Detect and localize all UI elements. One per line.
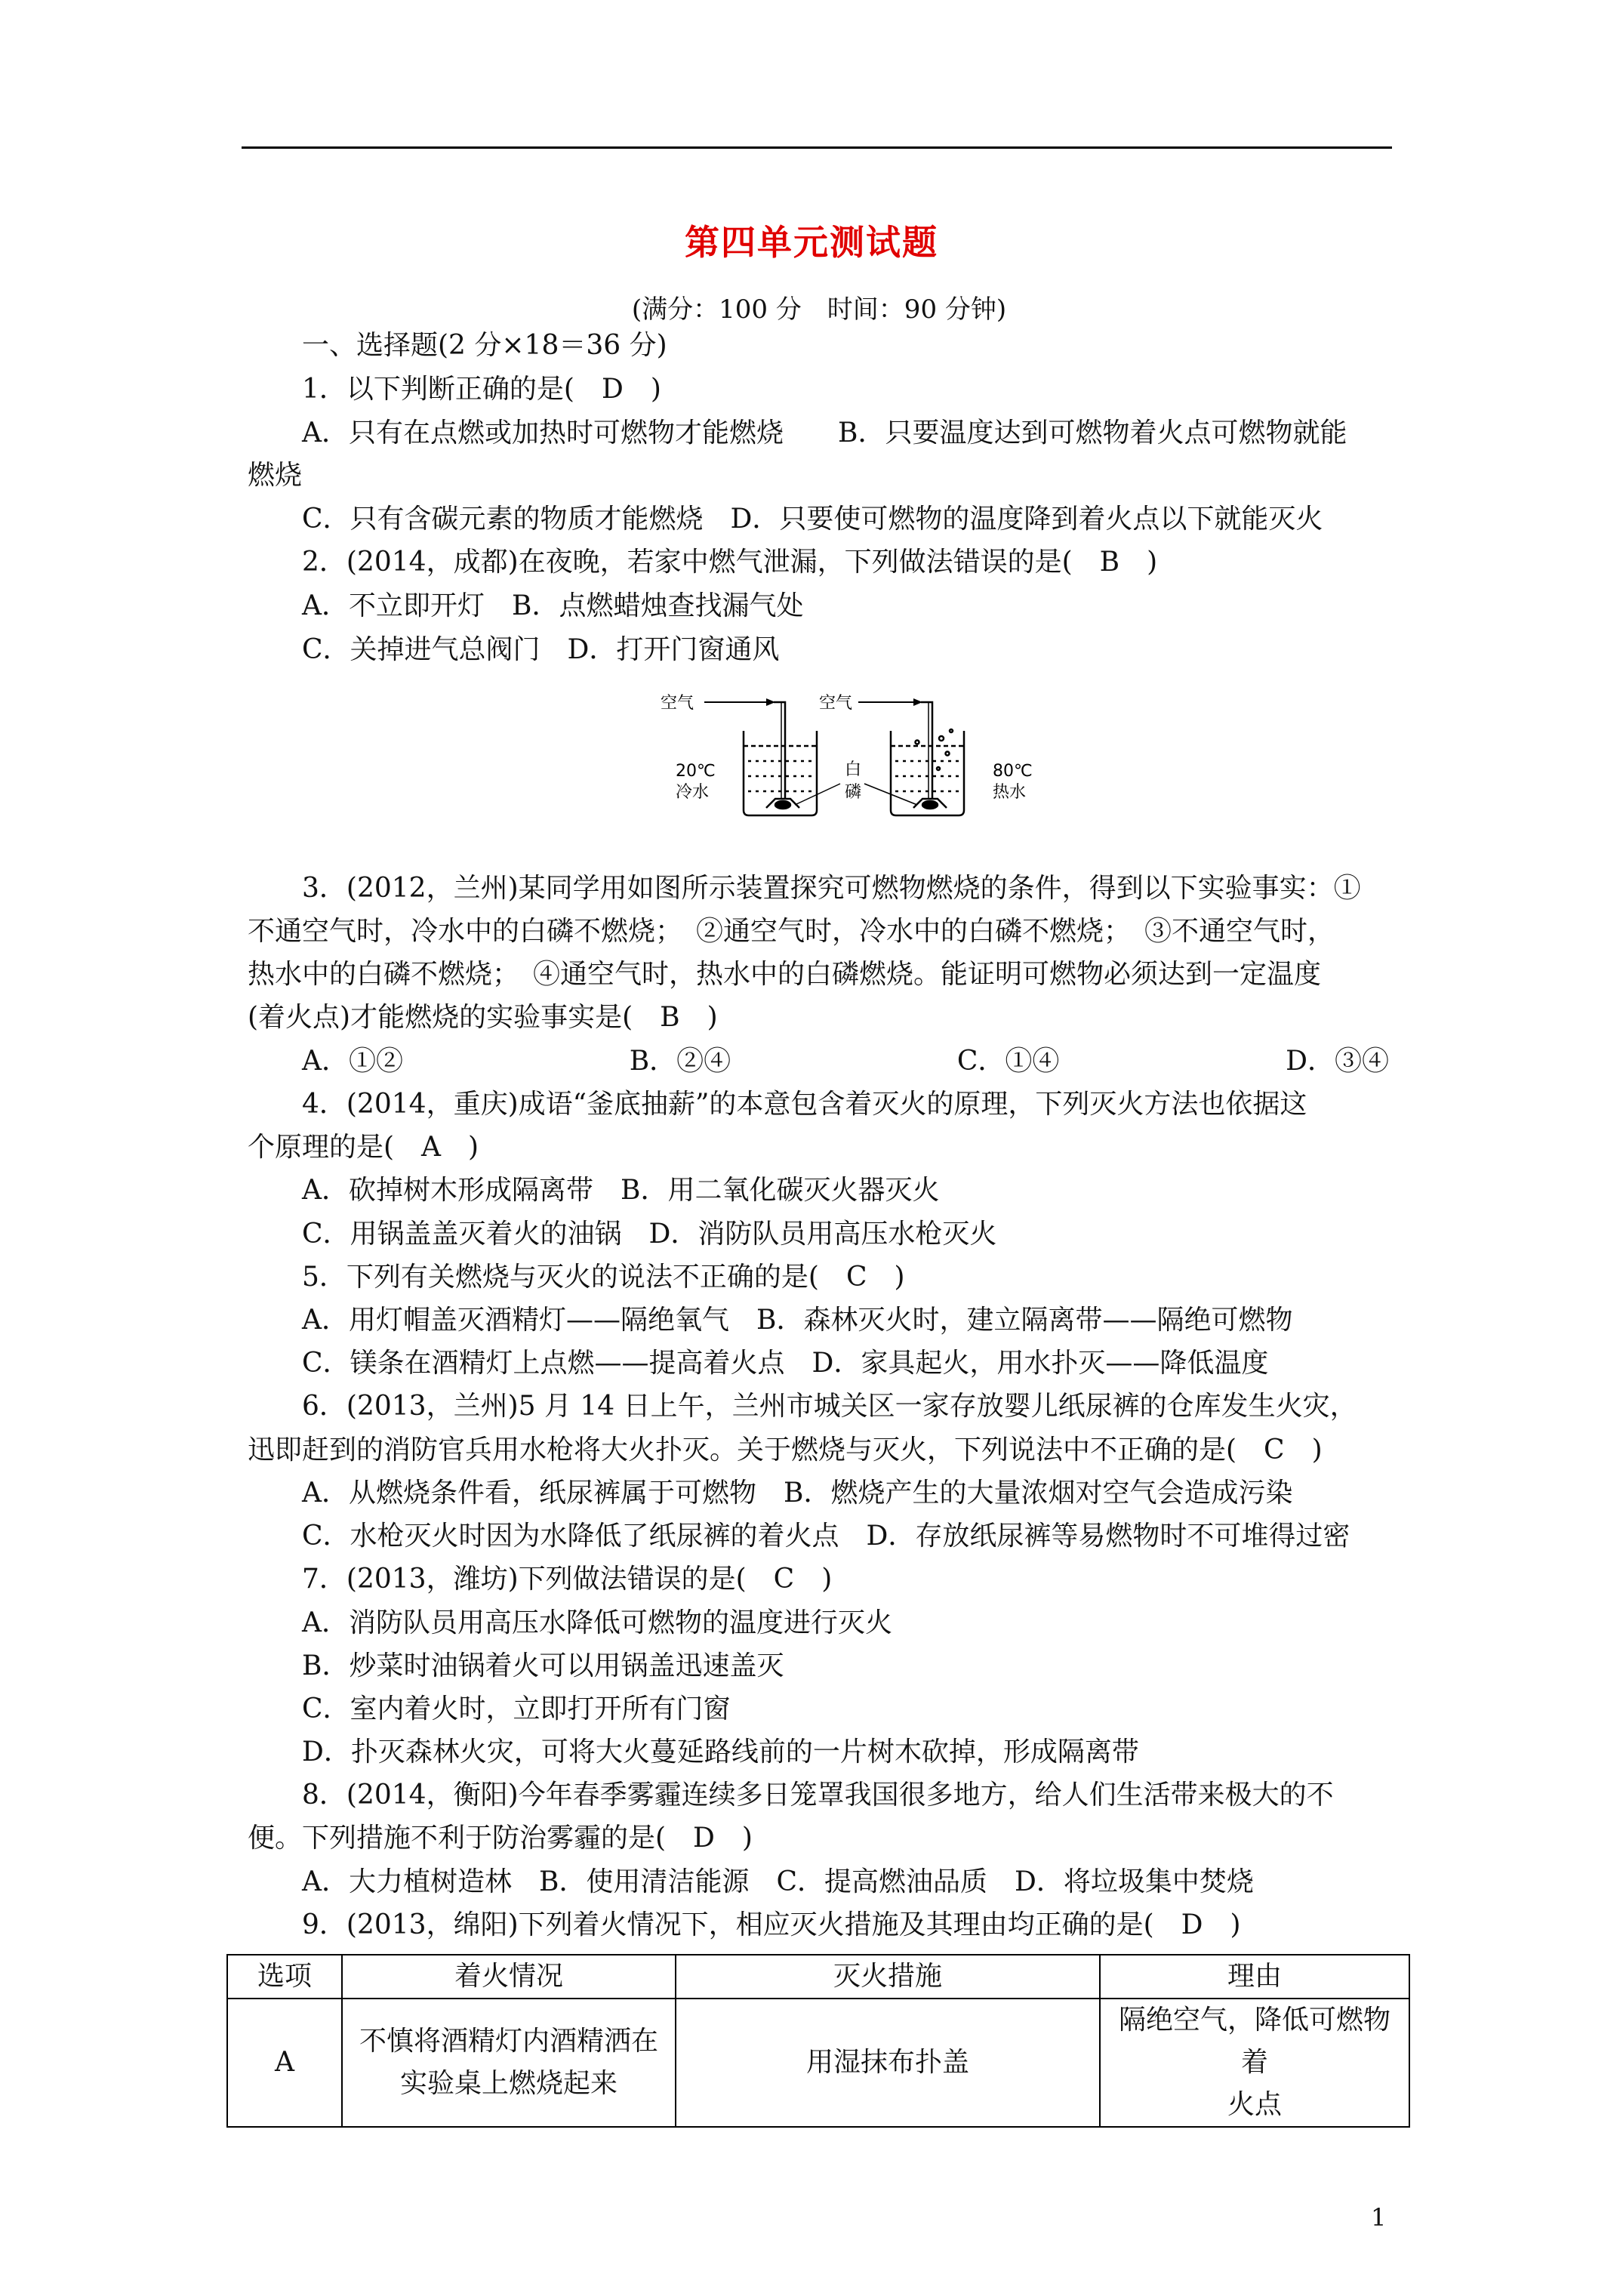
q4-stem-1: 4．(2014，重庆)成语“釜底抽薪”的本意包含着灭火的原理，下列灭火方法也依据这 bbox=[302, 1089, 1307, 1120]
row-a-reason-line2: 火点 bbox=[1227, 2089, 1282, 2120]
row-a-reason-line1: 隔绝空气，降低可燃物着 bbox=[1118, 2005, 1390, 2078]
table-row bbox=[227, 1999, 1409, 2127]
page-title: 第四单元测试题 bbox=[685, 222, 938, 263]
q8-stem-2: 便。下列措施不利于防治雾霾的是( D ) bbox=[248, 1823, 753, 1854]
col-reason: 理由 bbox=[1100, 1955, 1409, 1999]
phosphorus-label-2: 磷 bbox=[845, 783, 862, 802]
q5-stem: 5．下列有关燃烧与灭火的说法不正确的是( C ) bbox=[302, 1262, 905, 1293]
q6-stem-1: 6．(2013，兰州)5 月 14 日上午，兰州市城关区一家存放婴儿纸尿裤的仓库发生火灾， bbox=[302, 1391, 1357, 1422]
q2-options-ab: A．不立即开灯 B．点燃蜡烛查找漏气处 bbox=[302, 590, 804, 621]
q2-options-cd: C．关掉进气总阀门 D．打开门窗通风 bbox=[302, 634, 780, 665]
col-measure: 灭火措施 bbox=[676, 1955, 1100, 1999]
row-a-situation-line2: 实验桌上燃烧起来 bbox=[399, 2068, 617, 2099]
q8-stem-1: 8．(2014，衡阳)今年春季雾霾连续多日笼罩我国很多地方，给人们生活带来极大的不 bbox=[302, 1780, 1334, 1811]
table-header-row bbox=[227, 1955, 1409, 1999]
q3-stem-3: 热水中的白磷不燃烧； ④通空气时，热水中的白磷燃烧。能证明可燃物必须达到一定温度 bbox=[248, 959, 1322, 990]
col-situation: 着火情况 bbox=[342, 1955, 676, 1999]
q9-stem: 9．(2013，绵阳)下列着火情况下，相应灭火措施及其理由均正确的是( D ) bbox=[302, 1909, 1241, 1940]
q3-stem-2: 不通空气时，冷水中的白磷不燃烧； ②通空气时，冷水中的白磷不燃烧； ③不通空气时， bbox=[248, 916, 1335, 947]
section-heading: 一、选择题(2 分×18＝36 分) bbox=[302, 330, 667, 361]
row-a-situation bbox=[342, 1999, 676, 2127]
q6-options-cd: C．水枪灭火时因为水降低了纸尿裤的着火点 D．存放纸尿裤等易燃物时不可堆得过密 bbox=[302, 1521, 1350, 1552]
left-air-label: 空气 bbox=[661, 694, 694, 713]
left-beaker bbox=[744, 702, 817, 815]
q7-stem: 7．(2013，潍坊)下列做法错误的是( C ) bbox=[302, 1564, 833, 1595]
row-a-option: A bbox=[227, 1999, 342, 2127]
q9-options-table bbox=[226, 1954, 1410, 2128]
q1-options-cd: C．只有含碳元素的物质才能燃烧 D．只要使可燃物的温度降到着火点以下就能灭火 bbox=[302, 504, 1323, 535]
col-option: 选项 bbox=[227, 1955, 342, 1999]
q5-options-cd: C．镁条在酒精灯上点燃——提高着火点 D．家具起火，用水扑灭——降低温度 bbox=[302, 1348, 1269, 1379]
q3-option-b: B．②④ bbox=[629, 1046, 731, 1077]
right-water-label: 热水 bbox=[993, 783, 1027, 802]
experiment-diagram bbox=[661, 686, 1053, 821]
q4-options-ab: A．砍掉树木形成隔离带 B．用二氧化碳灭火器灭火 bbox=[302, 1175, 940, 1206]
q5-options-ab: A．用灯帽盖灭酒精灯——隔绝氧气 B．森林灭火时，建立隔离带——隔绝可燃物 bbox=[302, 1305, 1293, 1336]
q6-options-ab: A．从燃烧条件看，纸尿裤属于可燃物 B．燃烧产生的大量浓烟对空气会造成污染 bbox=[302, 1478, 1293, 1509]
q1-options-ab: A．只有在点燃或加热时可燃物才能燃烧 B．只要温度达到可燃物着火点可燃物就能 bbox=[302, 418, 1347, 448]
q8-options: A．大力植树造林 B．使用清洁能源 C．提高燃油品质 D．将垃圾集中焚烧 bbox=[302, 1866, 1254, 1897]
header-rule bbox=[242, 146, 1392, 149]
q3-stem-1: 3．(2012，兰州)某同学用如图所示装置探究可燃物燃烧的条件，得到以下实验事实：① bbox=[302, 873, 1361, 904]
q3-option-d: D．③④ bbox=[1286, 1046, 1389, 1077]
q7-option-b: B．炒菜时油锅着火可以用锅盖迅速盖灭 bbox=[302, 1650, 784, 1681]
row-a-situation-line1: 不慎将酒精灯内酒精洒在 bbox=[359, 2026, 658, 2057]
q1-options-ab-cont: 燃烧 bbox=[248, 460, 303, 491]
phosphorus-label-1: 白 bbox=[845, 760, 862, 779]
q3-stem-4: (着火点)才能燃烧的实验事实是( B ) bbox=[248, 1002, 718, 1033]
q2-stem: 2．(2014，成都)在夜晚，若家中燃气泄漏，下列做法错误的是( B ) bbox=[302, 547, 1158, 578]
left-water-label: 冷水 bbox=[676, 783, 710, 802]
q7-option-c: C．室内着火时，立即打开所有门窗 bbox=[302, 1693, 731, 1724]
q6-stem-2: 迅即赶到的消防官兵用水枪将大火扑灭。关于燃烧与灭火，下列说法中不正确的是( C ) bbox=[248, 1435, 1323, 1465]
q3-options bbox=[302, 1045, 1389, 1078]
q3-option-a: A．①② bbox=[302, 1046, 403, 1077]
right-air-label: 空气 bbox=[819, 694, 853, 713]
right-temp-label: 80℃ bbox=[993, 762, 1033, 781]
q4-options-cd: C．用锅盖盖灭着火的油锅 D．消防队员用高压水枪灭火 bbox=[302, 1219, 997, 1250]
q4-stem-2: 个原理的是( A ) bbox=[248, 1132, 479, 1163]
phosphorus-experiment-figure bbox=[661, 686, 1053, 821]
score-time-info: (满分：100 分 时间：90 分钟) bbox=[631, 294, 1007, 325]
q7-option-d: D．扑灭森林火灾，可将大火蔓延路线前的一片树木砍掉，形成隔离带 bbox=[302, 1737, 1139, 1767]
q3-option-c: C．①④ bbox=[956, 1046, 1060, 1077]
row-a-reason bbox=[1100, 1999, 1409, 2127]
q1-stem: 1．以下判断正确的是( D ) bbox=[302, 374, 661, 405]
left-temp-label: 20℃ bbox=[676, 762, 716, 781]
q7-option-a: A．消防队员用高压水降低可燃物的温度进行灭火 bbox=[302, 1607, 892, 1638]
page-number: 1 bbox=[1371, 2203, 1387, 2232]
row-a-measure: 用湿抹布扑盖 bbox=[676, 1999, 1100, 2127]
